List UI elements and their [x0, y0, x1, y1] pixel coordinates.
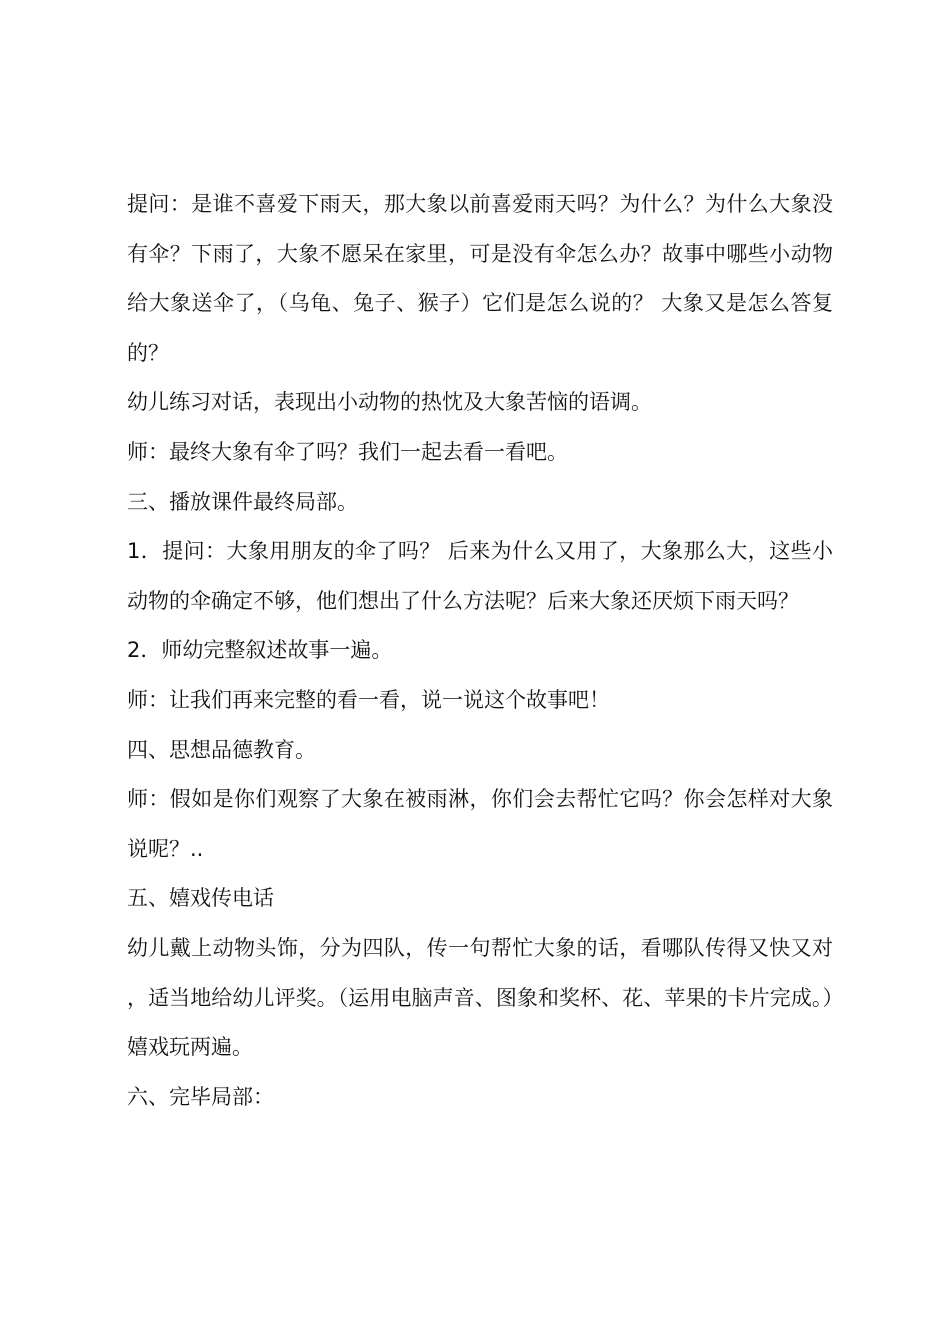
- paragraph-teacher-retell: 师：让我们再来完整的看一看，说一说这个故事吧！: [127, 687, 610, 712]
- paragraph-teacher-umbrella: 师：最终大象有伞了吗？我们一起去看一看吧。: [127, 439, 568, 464]
- paragraph-dialogue-practice: 幼儿练习对话，表现出小动物的热忱及大象苦恼的语调。: [127, 390, 652, 415]
- section-heading-3: 三、播放课件最终局部。: [127, 489, 358, 514]
- paragraph-questions: 提问：是谁不喜爱下雨天，那大象以前喜爱雨天吗？为什么？为什么大象没有伞？下雨了，大象不愿呆在家里，可是没有伞怎么办？故事中哪些小动物给大象送伞了，（乌龟、兔子、猴子）它们是怎么说的？ 大象又是怎么答复的？: [127, 192, 833, 365]
- document-body: [127, 180, 833, 1122]
- section-heading-4: 四、思想品德教育。: [127, 737, 316, 762]
- section-heading-6: 六、完毕局部：: [127, 1084, 274, 1109]
- paragraph-item-1: 1．提问：大象用朋友的伞了吗？ 后来为什么又用了，大象那么大，这些小动物的伞确定不够，他们想出了什么方法呢？后来大象还厌烦下雨天吗？: [127, 539, 833, 613]
- paragraph-game: 幼儿戴上动物头饰，分为四队，传一句帮忙大象的话，看哪队传得又快又对，适当地给幼儿评奖。（运用电脑声音、图象和奖杯、花、苹果的卡片完成。）嬉戏玩两遍。: [127, 935, 833, 1060]
- paragraph-teacher-help: 师：假如是你们观察了大象在被雨淋，你们会去帮忙它吗？你会怎样对大象说呢？..: [127, 787, 833, 861]
- paragraph-item-2: 2．师幼完整叙述故事一遍。: [127, 638, 393, 663]
- section-heading-5: 五、嬉戏传电话: [127, 886, 274, 911]
